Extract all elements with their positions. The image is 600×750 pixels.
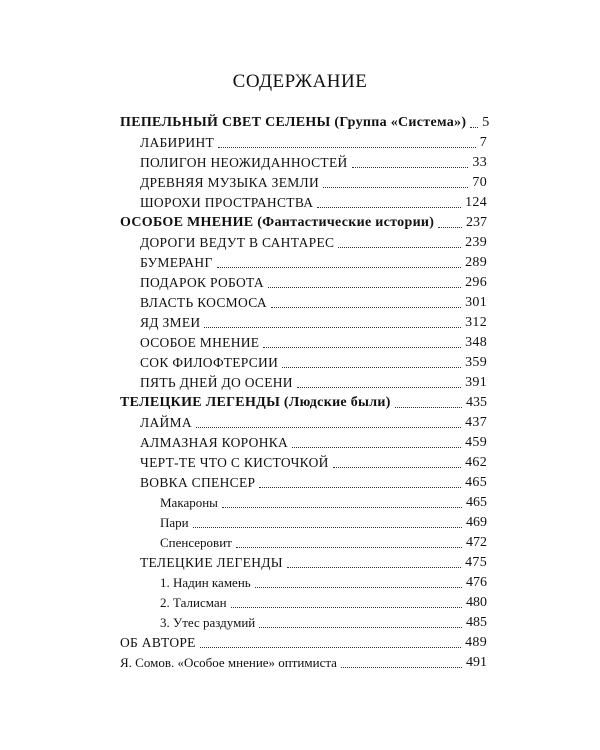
toc-label: ОСОБОЕ МНЕНИЕ (Фантастические истории)	[120, 215, 435, 230]
toc-entry[interactable]	[140, 373, 487, 393]
toc-page-number: 469	[466, 515, 487, 530]
toc-subentry[interactable]	[160, 593, 487, 613]
toc-subentry[interactable]	[160, 613, 487, 633]
dot-leader	[287, 567, 461, 568]
dot-leader	[282, 367, 461, 368]
dot-leader	[338, 247, 461, 248]
toc-label: Спенсеровит	[160, 535, 232, 550]
dot-leader	[352, 167, 469, 168]
dot-leader	[323, 187, 468, 188]
dot-leader	[236, 547, 462, 548]
toc-entry[interactable]	[140, 253, 487, 273]
toc-subentry[interactable]	[160, 533, 487, 553]
dot-leader	[341, 667, 462, 668]
toc-page-number: 475	[465, 555, 487, 570]
toc-label: ЛАБИРИНТ	[140, 135, 215, 150]
toc-page-number: 489	[465, 635, 487, 650]
toc-label: ВОВКА СПЕНСЕР	[140, 475, 256, 490]
toc-entry[interactable]	[120, 653, 487, 673]
dot-leader	[218, 147, 476, 148]
toc-label: ТЕЛЕЦКИЕ ЛЕГЕНДЫ	[140, 555, 283, 570]
toc-label: ПЯТЬ ДНЕЙ ДО ОСЕНИ	[140, 375, 293, 390]
toc-page-number: 437	[465, 415, 487, 430]
toc-page-number: 485	[466, 615, 487, 630]
toc-page-number: 301	[465, 295, 487, 310]
toc-section[interactable]	[120, 113, 490, 133]
toc-page-number: 239	[465, 235, 487, 250]
toc-page-number: 7	[479, 135, 487, 150]
toc-entry[interactable]	[140, 173, 487, 193]
page-title: СОДЕРЖАНИЕ	[232, 71, 368, 92]
toc-subentry[interactable]	[160, 573, 487, 593]
toc-entry[interactable]	[140, 233, 487, 253]
dot-leader	[317, 207, 461, 208]
dot-leader	[268, 287, 461, 288]
toc-page-number: 312	[465, 315, 487, 330]
dot-leader	[204, 327, 461, 328]
toc-entry[interactable]	[140, 153, 487, 173]
toc-page-number: 465	[466, 495, 487, 510]
toc-page-number: 476	[466, 575, 487, 590]
toc-label: ПЕПЕЛЬНЫЙ СВЕТ СЕЛЕНЫ (Группа «Система»)	[120, 115, 467, 130]
toc-label: ЛАЙМА	[140, 415, 192, 430]
dot-leader	[196, 427, 461, 428]
dot-leader	[333, 467, 461, 468]
toc-subentry[interactable]	[160, 493, 487, 513]
toc-page-number: 33	[472, 155, 487, 170]
toc-page-number: 289	[465, 255, 487, 270]
toc-page-number: 348	[465, 335, 487, 350]
toc-label: Макароны	[160, 495, 218, 510]
dot-leader	[297, 387, 461, 388]
toc-entry[interactable]	[140, 353, 487, 373]
toc-label: СОК ФИЛОФТЕРСИИ	[140, 355, 279, 370]
toc-label: 3. Утес раздумий	[160, 615, 256, 630]
toc-entry[interactable]	[140, 133, 487, 153]
dot-leader	[292, 447, 461, 448]
dot-leader	[259, 627, 462, 628]
toc-entry[interactable]	[140, 453, 487, 473]
toc-entry[interactable]	[140, 473, 487, 493]
dot-leader	[438, 227, 462, 228]
toc-label: ДОРОГИ ВЕДУТ В САНТАРЕС	[140, 235, 335, 250]
toc-label: ОСОБОЕ МНЕНИЕ	[140, 335, 260, 350]
toc-entry[interactable]	[140, 193, 487, 213]
toc-label: ТЕЛЕЦКИЕ ЛЕГЕНДЫ (Людские были)	[120, 395, 391, 410]
dot-leader	[193, 527, 462, 528]
toc-page-number: 5	[482, 115, 490, 130]
toc-page-number: 296	[465, 275, 487, 290]
toc-entry[interactable]	[120, 633, 487, 653]
toc-entry[interactable]	[140, 273, 487, 293]
toc-page-number: 472	[466, 535, 487, 550]
toc-label: Я. Сомов. «Особое мнение» оптимиста	[120, 655, 337, 670]
toc-page-number: 435	[466, 395, 487, 410]
toc-entry[interactable]	[140, 553, 487, 573]
toc-page-number: 459	[465, 435, 487, 450]
toc-entry[interactable]	[140, 333, 487, 353]
toc-page-number: 70	[472, 175, 487, 190]
toc-label: ШОРОХИ ПРОСТРАНСТВА	[140, 195, 314, 210]
toc-label: БУМЕРАНГ	[140, 255, 213, 270]
toc-page-number: 480	[466, 595, 487, 610]
toc-label: ОБ АВТОРЕ	[120, 635, 196, 650]
toc-page-number: 491	[466, 655, 487, 670]
toc-entry[interactable]	[140, 293, 487, 313]
dot-leader	[222, 507, 462, 508]
toc-section[interactable]	[120, 393, 487, 413]
toc-page-number: 465	[465, 475, 487, 490]
toc-section[interactable]	[120, 213, 487, 233]
toc-entry[interactable]	[140, 313, 487, 333]
toc-label: ПОДАРОК РОБОТА	[140, 275, 264, 290]
toc-label: Пари	[160, 515, 189, 530]
toc-label: 2. Талисман	[160, 595, 227, 610]
toc-label: ВЛАСТЬ КОСМОСА	[140, 295, 267, 310]
dot-leader	[470, 127, 478, 128]
toc-label: 1. Надин камень	[160, 575, 251, 590]
dot-leader	[395, 407, 462, 408]
dot-leader	[217, 267, 462, 268]
toc-page-number: 359	[465, 355, 487, 370]
toc-page-number: 124	[465, 195, 487, 210]
toc-label: ДРЕВНЯЯ МУЗЫКА ЗЕМЛИ	[140, 175, 320, 190]
dot-leader	[259, 487, 461, 488]
toc-label: ЧЕРТ-ТЕ ЧТО С КИСТОЧКОЙ	[140, 455, 329, 470]
toc-entry[interactable]	[140, 413, 487, 433]
toc-page-number: 462	[465, 455, 487, 470]
dot-leader	[200, 647, 461, 648]
toc-entry[interactable]	[140, 433, 487, 453]
dot-leader	[271, 307, 461, 308]
dot-leader	[255, 587, 462, 588]
toc-page-number: 391	[465, 375, 487, 390]
toc-label: ПОЛИГОН НЕОЖИДАННОСТЕЙ	[140, 155, 348, 170]
toc-subentry[interactable]	[160, 513, 487, 533]
toc-page-number: 237	[466, 215, 487, 230]
dot-leader	[231, 607, 462, 608]
dot-leader	[263, 347, 461, 348]
toc-label: АЛМАЗНАЯ КОРОНКА	[140, 435, 289, 450]
toc-label: ЯД ЗМЕИ	[140, 315, 201, 330]
